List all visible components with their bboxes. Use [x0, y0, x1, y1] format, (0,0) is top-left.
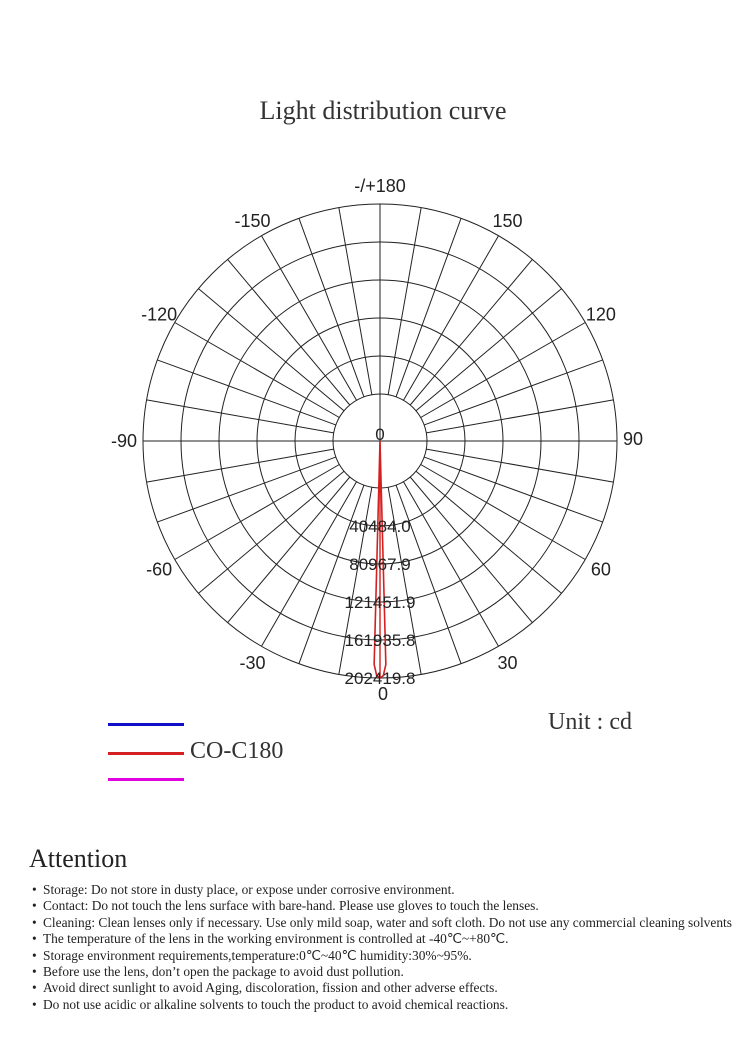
radial-tick-label: 121451.9	[344, 593, 416, 612]
attention-title: Attention	[29, 844, 128, 873]
attention-item: • Storage: Do not store in dusty place, or expose under corrosive environment.	[32, 882, 732, 898]
angle-label: -/+180	[354, 176, 406, 196]
attention-item: • Cleaning: Clean lenses only if necessary. Use only mild soap, water and soft cloth. Do not use any commercial cleaning solvents	[32, 915, 732, 931]
angle-label: -90	[110, 431, 137, 451]
grid-spoke	[416, 471, 562, 593]
attention-list	[32, 882, 732, 1013]
angle-label: 60	[590, 559, 611, 580]
angle-label: 30	[497, 652, 518, 673]
radial-tick-label: 80967.9	[349, 555, 411, 574]
grid-spoke	[416, 289, 562, 411]
chart-title: Light distribution curve	[259, 96, 507, 125]
angle-label: 120	[585, 304, 616, 325]
legend-line-red	[108, 752, 184, 755]
radial-tick-label: 40484.0	[349, 517, 411, 537]
angle-label: -60	[146, 559, 173, 580]
angle-label: -150	[234, 211, 271, 232]
attention-item: • Storage environment requirements,temperature:0℃~40℃ humidity:30%~95%.	[32, 948, 732, 964]
angle-label: -120	[141, 304, 178, 325]
grid-spoke	[198, 289, 344, 411]
angle-label: 90	[623, 429, 644, 449]
attention-item: • Do not use acidic or alkaline solvents to touch the product to avoid chemical reactions.	[32, 997, 732, 1013]
unit-label: Unit : cd	[548, 709, 632, 735]
grid-spoke	[228, 477, 350, 623]
grid-spoke	[147, 449, 334, 482]
grid-spoke	[410, 477, 532, 623]
grid-spoke	[410, 259, 532, 405]
legend-label: CO-C180	[190, 738, 284, 764]
grid-spoke	[228, 259, 350, 405]
legend-line-blue	[108, 723, 184, 726]
legend-line-magenta	[108, 778, 184, 781]
grid-spoke	[426, 449, 613, 482]
grid-spoke	[299, 218, 364, 397]
radial-tick-label: 161935.8	[344, 630, 416, 650]
grid-spoke	[388, 208, 421, 395]
label-layer	[111, 176, 643, 704]
angle-label: -30	[239, 652, 266, 673]
attention-item: • The temperature of the lens in the working environment is controlled at -40℃~+80℃.	[32, 931, 732, 947]
grid-spoke	[426, 400, 613, 433]
grid-spoke	[424, 360, 603, 425]
angle-label: 150	[492, 211, 523, 232]
attention-item: • Before use the lens, don’t open the package to avoid dust pollution.	[32, 964, 732, 980]
grid-spoke	[396, 218, 461, 397]
grid-spoke	[424, 457, 603, 522]
polar-chart	[0, 160, 750, 720]
grid-spoke	[157, 360, 336, 425]
angle-label: 0	[377, 684, 389, 704]
attention-item: • Contact: Do not touch the lens surface with bare-hand. Please use gloves to touch the lenses.	[32, 898, 732, 914]
radial-tick-label: 202419.8	[344, 669, 416, 688]
radial-tick-label: 0	[375, 425, 385, 444]
grid-spoke	[198, 471, 344, 593]
attention-item: • Avoid direct sunlight to avoid Aging, discoloration, fission and other adverse effects.	[32, 980, 732, 996]
grid-spoke	[339, 208, 372, 395]
grid-spoke	[147, 400, 334, 433]
grid-spoke	[157, 457, 336, 522]
